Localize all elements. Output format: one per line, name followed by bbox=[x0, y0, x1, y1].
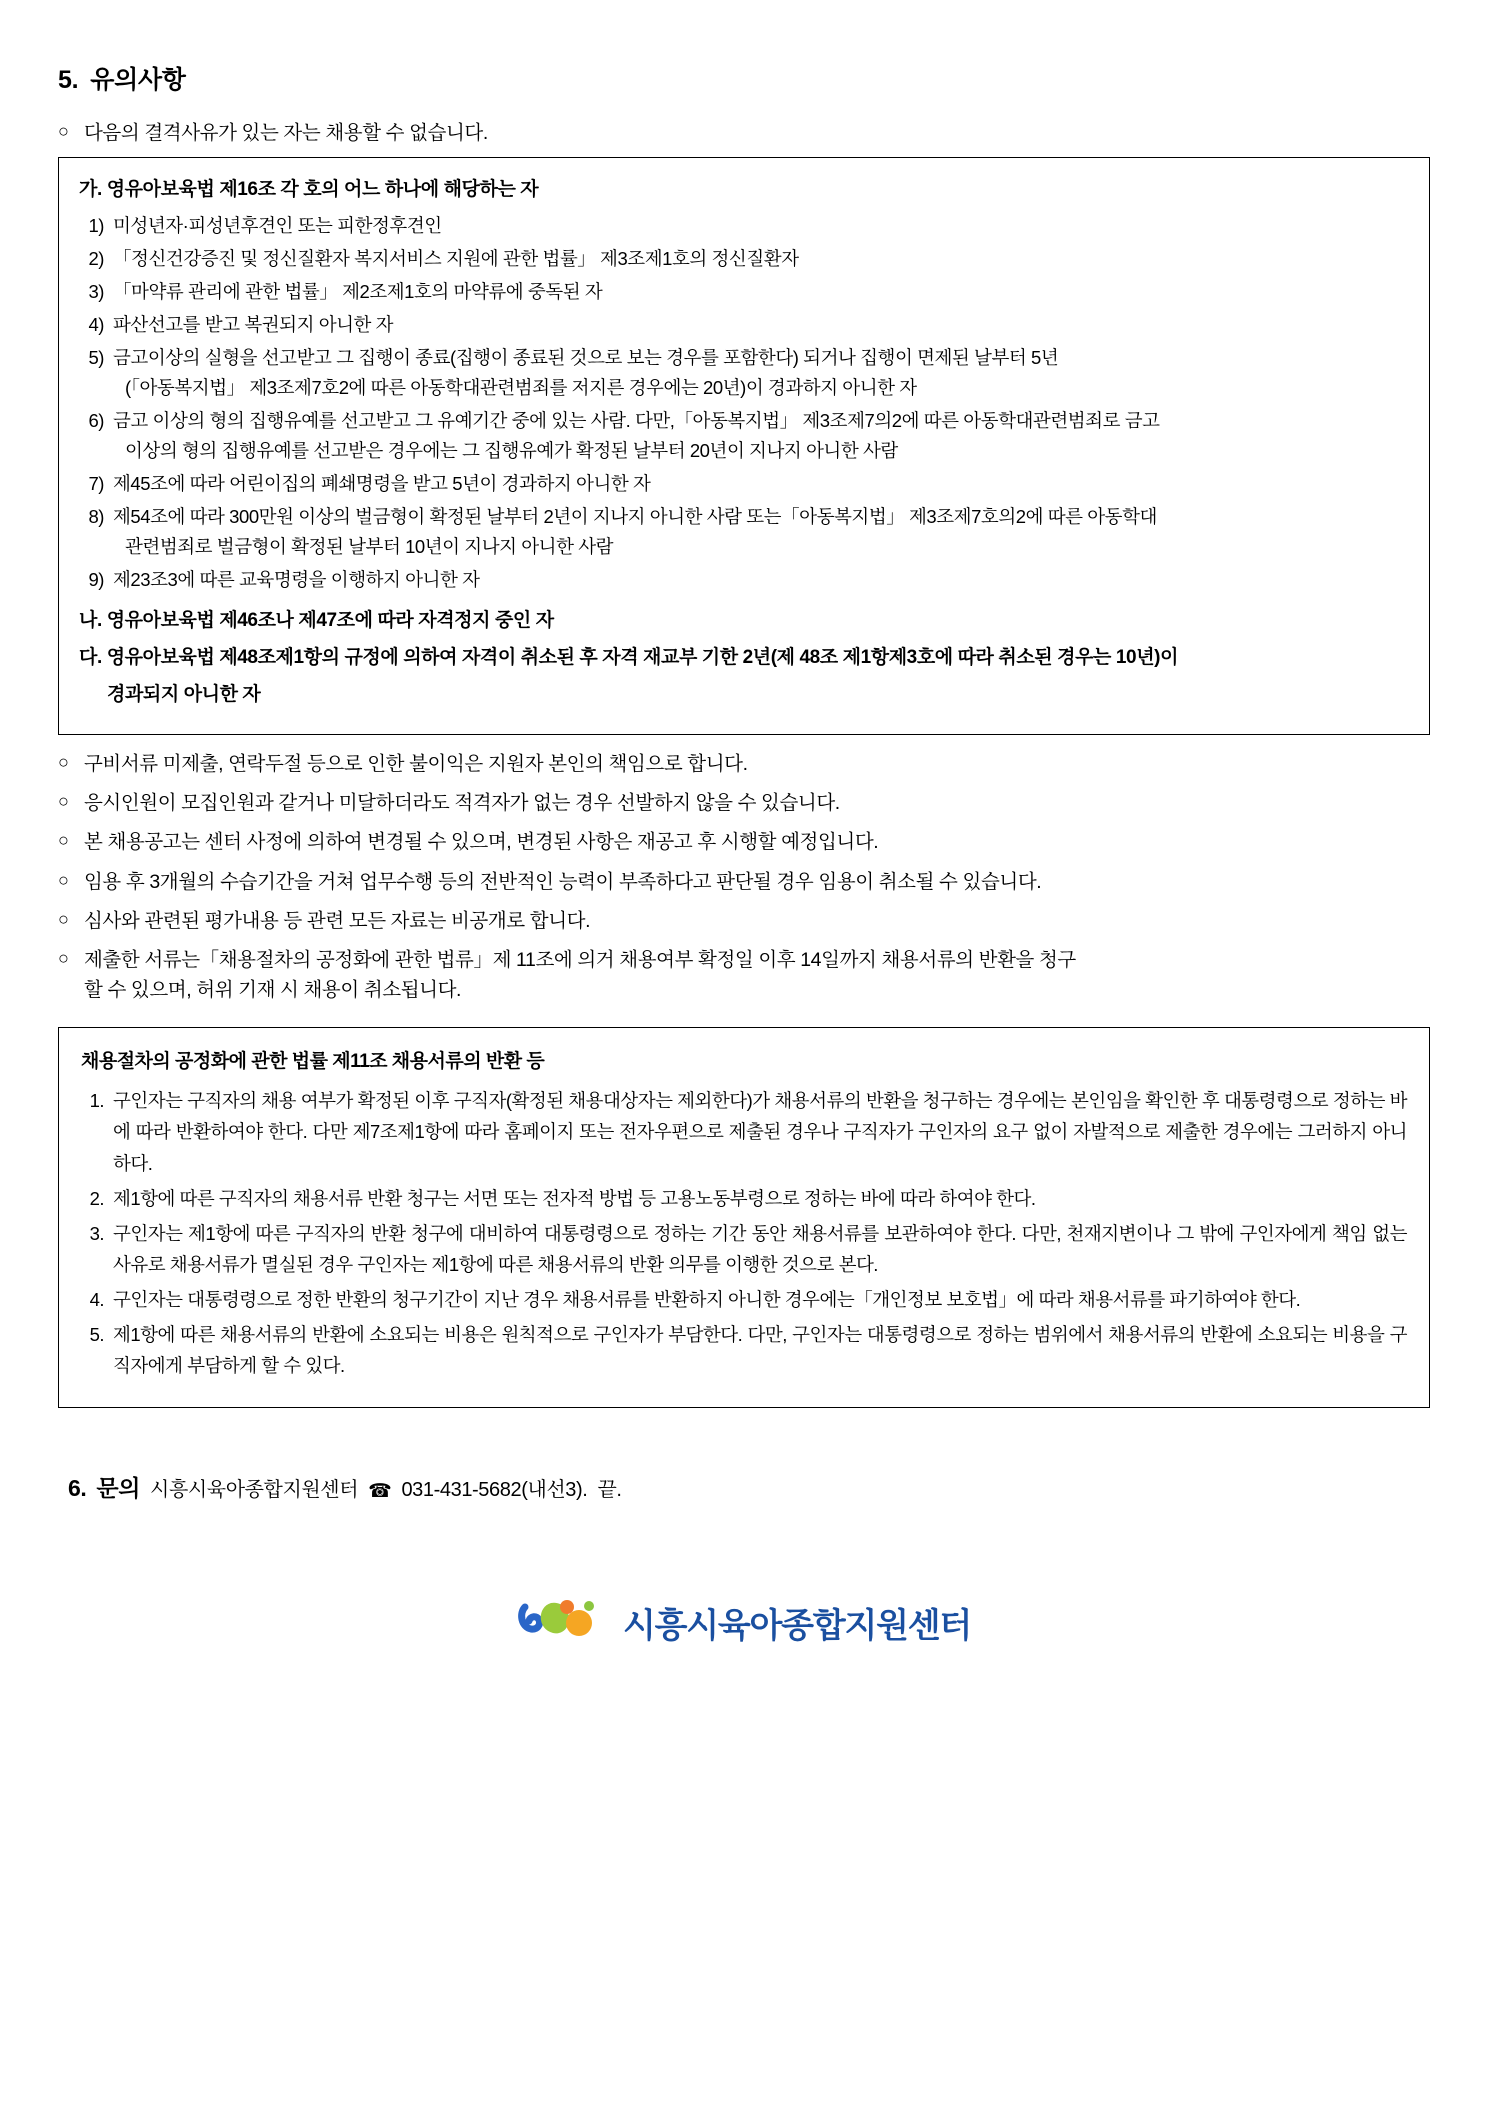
law-item-text: 제1항에 따른 구직자의 채용서류 반환 청구는 서면 또는 전자적 방법 등 고용노동부령으로 정하는 바에 따라 하여야 한다. bbox=[113, 1187, 1036, 1209]
item-text: 「마약류 관리에 관한 법률」 제2조제1호의 마약류에 중독된 자 bbox=[113, 281, 603, 303]
item-index: 5) bbox=[88, 347, 104, 369]
law-item bbox=[81, 1085, 1407, 1178]
contact-phone: 031-431-5682(내선3). bbox=[401, 1479, 588, 1502]
note-text: 심사와 관련된 평가내용 등 관련 모든 자료는 비공개로 합니다. bbox=[84, 909, 591, 932]
disqualification-box bbox=[58, 157, 1430, 735]
law-item-index: 5. bbox=[89, 1323, 104, 1345]
disqualification-item bbox=[79, 277, 1409, 307]
circle-bullet-icon: ○ bbox=[58, 947, 69, 968]
item-text-line1: 금고이상의 실형을 선고받고 그 집행이 종료(집행이 종료된 것으로 보는 경우를 포함한다) 되거나 집행이 면제된 날부터 5년 bbox=[113, 347, 1059, 369]
item-index: 1) bbox=[88, 215, 104, 237]
item-text-line1: 금고 이상의 형의 집행유예를 선고받고 그 유예기간 중에 있는 사람. 다만,「아동복지법」 제3조제7의2에 따른 아동학대관련범죄로 금고 bbox=[113, 410, 1160, 432]
section-title: 유의사항 bbox=[90, 66, 186, 94]
disqualification-item bbox=[79, 343, 1409, 403]
law-item bbox=[81, 1284, 1407, 1315]
item-text bbox=[113, 406, 1409, 466]
item-text: 제45조에 따라 어린이집의 폐쇄명령을 받고 5년이 경과하지 아니한 자 bbox=[113, 472, 651, 494]
circle-bullet-icon: ○ bbox=[58, 908, 69, 929]
law-box bbox=[58, 1027, 1430, 1408]
note-text bbox=[84, 945, 1430, 1005]
law-item-text: 구인자는 구직자의 채용 여부가 확정된 이후 구직자(확정된 채용대상자는 제외한다)가 채용서류의 반환을 청구하는 경우에는 본인임을 확인한 후 대통령령으로 정하는 바에 따라 반환하여야 한다. 다만 제7조제1항에 따라 홈페이지 또는 전자우편으로 제출된 경우나 구직자가 구인자의 요구 없이 자발적으로 제출한 경우에는 그러하지 아니하다. bbox=[113, 1090, 1407, 1174]
law-item-index: 3. bbox=[89, 1222, 104, 1244]
contact-number: 6. bbox=[68, 1475, 87, 1502]
intro-bullet-text: 다음의 결격사유가 있는 자는 채용할 수 없습니다. bbox=[84, 122, 488, 144]
law-item bbox=[81, 1183, 1407, 1214]
item-text: 미성년자·피성년후견인 또는 피한정후견인 bbox=[113, 215, 442, 237]
law-box-title: 채용절차의 공정화에 관한 법률 제11조 채용서류의 반환 등 bbox=[81, 1051, 545, 1073]
note-text-line1: 제출한 서류는「채용절차의 공정화에 관한 법류」제 11조에 의거 채용여부 확정일 이후 14일까지 채용서류의 반환을 청구 bbox=[84, 948, 1076, 971]
contact-line bbox=[58, 1470, 1430, 1503]
item-index: 4) bbox=[88, 314, 104, 336]
disqualification-item bbox=[79, 211, 1409, 241]
phone-icon: ☎ bbox=[368, 1481, 392, 1503]
item-text: 파산선고를 받고 복권되지 아니한 자 bbox=[113, 314, 394, 336]
disqualification-title-da: 다. 영유아보육법 제48조제1항의 규정에 의하여 자격이 취소된 후 자격 재교부 기한 2년(제 48조 제1항제3호에 따라 취소된 경우는 10년)이 bbox=[79, 646, 1179, 668]
item-text-line2: 관련범죄로 벌금형이 확정된 날부터 10년이 지나지 아니한 사람 bbox=[125, 535, 614, 557]
circle-bullet-icon: ○ bbox=[58, 751, 69, 772]
law-item bbox=[81, 1218, 1407, 1280]
law-item-text: 구인자는 제1항에 따른 구직자의 반환 청구에 대비하여 대통령령으로 정하는 기간 동안 채용서류를 보관하여야 한다. 다만, 천재지변이나 그 밖에 구인자에게 책임 없는 사유로 채용서류가 멸실된 경우 구인자는 제1항에 따른 채용서류의 반환 의무를 이행한 것으로 본다. bbox=[113, 1222, 1407, 1275]
disqualification-title-na: 나. 영유아보육법 제46조나 제47조에 따라 자격정지 중인 자 bbox=[79, 609, 554, 631]
law-item-index: 2. bbox=[89, 1187, 104, 1209]
note-text: 구비서류 미제출, 연락두절 등으로 인한 불이익은 지원자 본인의 책임으로 합니다. bbox=[84, 752, 748, 775]
item-text bbox=[113, 343, 1409, 403]
note-text: 본 채용공고는 센터 사정에 의하여 변경될 수 있으며, 변경된 사항은 재공고 후 시행할 예정입니다. bbox=[84, 831, 879, 854]
circle-bullet-icon: ○ bbox=[58, 791, 69, 812]
intro-bullet bbox=[58, 118, 1430, 148]
contact-label: 문의 bbox=[96, 1475, 141, 1502]
note-item bbox=[58, 906, 1430, 936]
disqualification-item bbox=[79, 244, 1409, 274]
note-item-last bbox=[58, 945, 1430, 1005]
disqualification-item bbox=[79, 469, 1409, 499]
law-item bbox=[81, 1319, 1407, 1381]
item-index: 8) bbox=[88, 505, 104, 527]
item-index: 6) bbox=[88, 410, 104, 432]
item-index: 9) bbox=[88, 568, 104, 590]
note-item bbox=[58, 749, 1430, 779]
item-text-line1: 제54조에 따라 300만원 이상의 벌금형이 확정된 날부터 2년이 지나지 아니한 사람 또는「아동복지법」 제3조제7호의2에 따른 아동학대 bbox=[113, 505, 1157, 527]
item-index: 3) bbox=[88, 281, 104, 303]
note-item bbox=[58, 867, 1430, 897]
disqualification-title-da-cont: 경과되지 아니한 자 bbox=[107, 683, 261, 705]
disqualification-item bbox=[79, 406, 1409, 466]
disqualification-item bbox=[79, 310, 1409, 340]
circle-bullet-icon: ○ bbox=[58, 121, 69, 141]
circle-bullet-icon: ○ bbox=[58, 869, 69, 890]
disqualification-item bbox=[79, 502, 1409, 562]
note-text: 응시인원이 모집인원과 같거나 미달하더라도 적격자가 없는 경우 선발하지 않을 수 있습니다. bbox=[84, 792, 840, 815]
section-number: 5. bbox=[58, 66, 79, 94]
logo-text: 시흥시육아종합지원센터 bbox=[622, 1606, 972, 1645]
item-index: 7) bbox=[88, 472, 104, 494]
item-text: 제23조3에 따른 교육명령을 이행하지 아니한 자 bbox=[113, 568, 480, 590]
disqualification-title-ga: 가. 영유아보육법 제16조 각 호의 어느 하나에 해당하는 자 bbox=[79, 179, 539, 201]
contact-org: 시흥시육아종합지원센터 bbox=[150, 1479, 359, 1502]
item-text: 「정신건강증진 및 정신질환자 복지서비스 지원에 관한 법률」 제3조제1호의 정신질환자 bbox=[113, 248, 799, 270]
item-text bbox=[113, 502, 1409, 562]
section-heading bbox=[58, 60, 1430, 96]
contact-end: 끝. bbox=[597, 1479, 622, 1502]
law-item-text: 구인자는 대통령령으로 정한 반환의 청구기간이 지난 경우 채용서류를 반환하지 아니한 경우에는「개인정보 보호법」에 따라 채용서류를 파기하여야 한다. bbox=[113, 1288, 1301, 1310]
circle-bullet-icon: ○ bbox=[58, 830, 69, 851]
footer-logo bbox=[58, 1593, 1430, 1651]
item-text-line2: 이상의 형의 집행유예를 선고받은 경우에는 그 집행유예가 확정된 날부터 20년이 지나지 아니한 사람 bbox=[125, 440, 898, 461]
note-item bbox=[58, 788, 1430, 818]
disqualification-item bbox=[79, 565, 1409, 595]
law-item-index: 1. bbox=[89, 1090, 104, 1112]
item-text-line2: (「아동복지법」 제3조제7호2에 따른 아동학대관련범죄를 저지른 경우에는 20년)이 경과하지 아니한 자 bbox=[125, 377, 917, 399]
law-item-text: 제1항에 따른 채용서류의 반환에 소요되는 비용은 원칙적으로 구인자가 부담한다. 다만, 구인자는 대통령령으로 정하는 범위에서 채용서류의 반환에 소요되는 비용을 구직자에게 부담하게 할 수 있다. bbox=[113, 1323, 1407, 1376]
logo-mark-icon bbox=[517, 1593, 609, 1651]
notes-list bbox=[58, 749, 1430, 1006]
note-text-line2: 할 수 있으며, 허위 기재 시 채용이 취소됩니다. bbox=[84, 979, 462, 1002]
note-text: 임용 후 3개월의 수습기간을 거쳐 업무수행 등의 전반적인 능력이 부족하다고 판단될 경우 임용이 취소될 수 있습니다. bbox=[84, 870, 1042, 893]
item-index: 2) bbox=[88, 248, 104, 270]
note-item bbox=[58, 827, 1430, 857]
law-item-index: 4. bbox=[89, 1288, 104, 1310]
